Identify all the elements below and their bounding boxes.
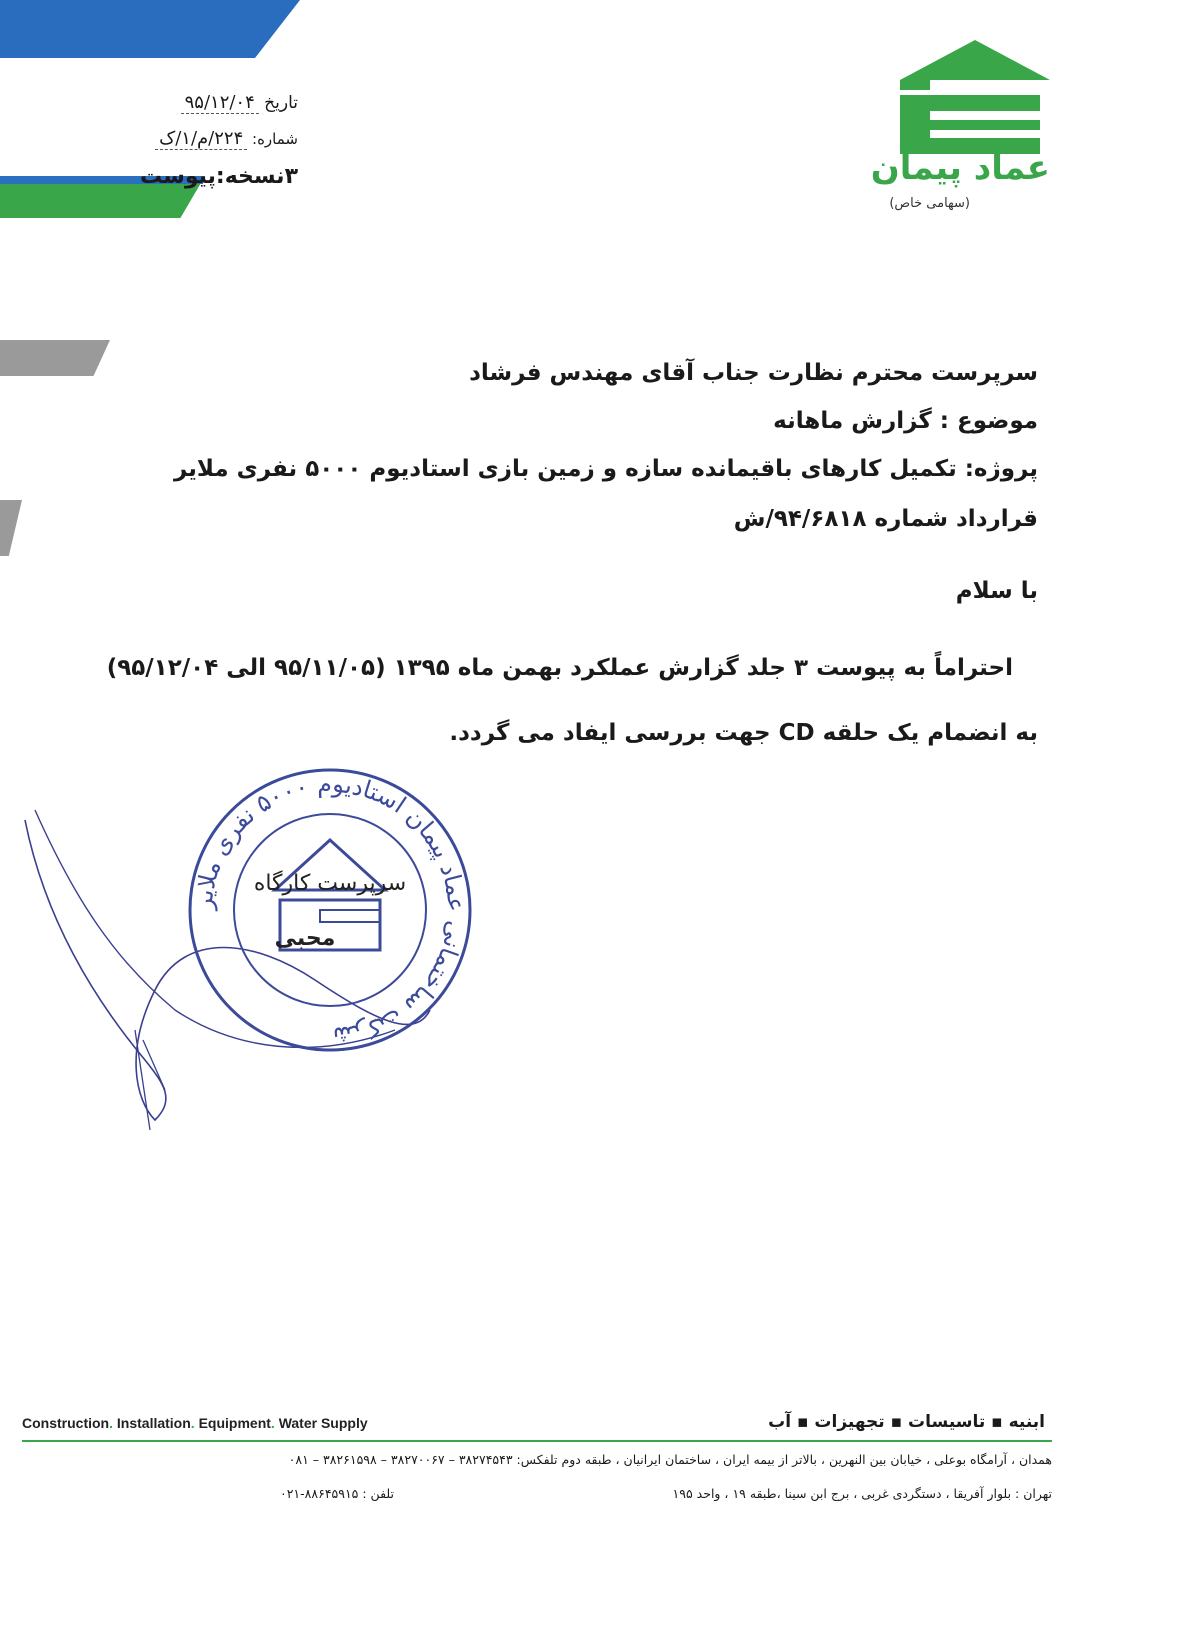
decorative-gray-stripe-small: [0, 500, 22, 556]
footer-services-fa: ابنیه ▪ تاسیسات ▪ تجهیزات ▪ آب: [768, 1412, 1045, 1432]
date-value: ۹۵/۱۲/۰۴: [181, 92, 259, 114]
decorative-gray-stripe: [0, 340, 110, 376]
service-equipment: Equipment: [198, 1415, 271, 1431]
company-name: عماد پیمان: [870, 148, 1050, 188]
project: پروژه: تکمیل کارهای باقیمانده سازه و زمین بازی استادیوم ۵۰۰۰ نفری ملایر: [173, 456, 1038, 482]
company-logo-icon: [900, 40, 1050, 215]
stamp-signer-title: سرپرست کارگاه: [253, 871, 407, 896]
date-line: [181, 92, 298, 113]
stamp-signer-name: محبی: [274, 926, 336, 951]
footer-address-tehran: تهران : بلوار آفریقا ، دستگردی غربی ، برج ابن سینا ،طبقه ۱۹ ، واحد ۱۹۵: [672, 1486, 1052, 1501]
company-stamp-icon: [180, 760, 480, 1060]
greeting: با سلام: [955, 578, 1038, 604]
footer-address-hamedan: همدان ، آرامگاه بوعلی ، خیابان بین النهرین ، بالاتر از بیمه ایران ، ساختمان ایرانیان ، طبقه دوم تلفکس: ۳۸۲۷۴۵۴۳ – ۳۸۲۷۰۰۶۷ – ۳۸۲۶۱۵۹۸ – ۰۸۱: [288, 1452, 1052, 1467]
copies-line: ۳نسخه:پیوست: [139, 164, 298, 189]
decorative-blue-stripe: [0, 0, 300, 58]
recipient: سرپرست محترم نظارت جناب آقای مهندس فرشاد: [469, 360, 1038, 386]
service-installation: Installation: [116, 1415, 191, 1431]
footer-divider: [22, 1440, 1052, 1442]
footer-tehran-phone: تلفن : ۸۸۶۴۵۹۱۵-۰۲۱: [280, 1486, 395, 1501]
footer-services-en: Construction. Installation. Equipment. Water Supply: [22, 1415, 368, 1431]
company-type: (سهامی خاص): [889, 196, 970, 211]
stamp-ring-text: شرکت ساختمانی عماد پیمان استادیوم ۵۰۰۰ نفری ملایر: [189, 769, 471, 1051]
body-paragraph-2: به انضمام یک حلقه CD جهت بررسی ایفاد می گردد.: [449, 720, 1038, 746]
service-construction: Construction: [22, 1415, 110, 1431]
number-line: شماره: ۲۲۴/م/۱/ک: [155, 128, 298, 149]
contract-number: قرارداد شماره ۹۴/۶۸۱۸/ش: [733, 506, 1038, 532]
subject: موضوع : گزارش ماهانه: [773, 408, 1038, 434]
number-value: ۲۲۴/م/۱/ک: [155, 128, 247, 150]
number-label: شماره: [257, 130, 298, 148]
body-paragraph-1: احتراماً به پیوست ۳ جلد گزارش عملکرد بهمن ماه ۱۳۹۵ (۹۵/۱۱/۰۵ الی ۹۵/۱۲/۰۴): [106, 655, 1013, 681]
footer-address-tehran-line: [280, 1486, 1052, 1501]
date-label: تاریخ: [264, 93, 298, 113]
service-water-supply: Water Supply: [278, 1415, 368, 1431]
